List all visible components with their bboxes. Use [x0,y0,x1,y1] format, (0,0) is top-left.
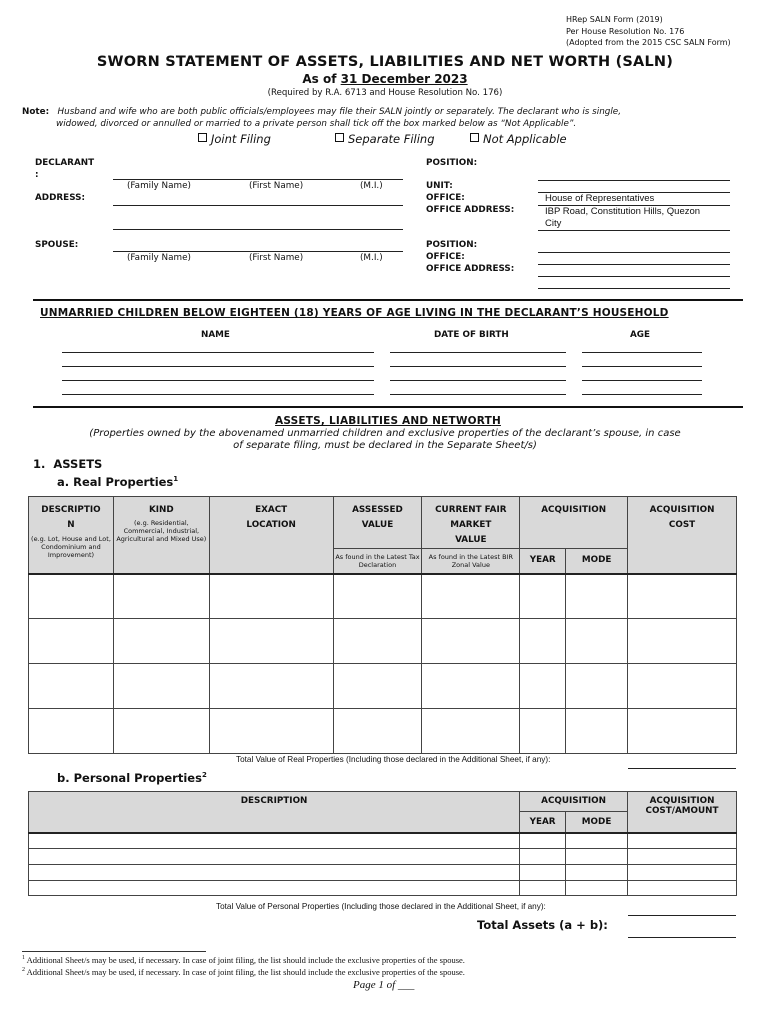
cell[interactable] [333,574,422,619]
declarant-label: DECLARANT [35,158,95,168]
spouse-position-line[interactable] [538,252,730,253]
assets-desc-line1: (Properties owned by the abovenamed unmarried children and exclusive properties of the declarant’s spouse, in case [89,428,681,439]
spouse-office-address-line-2[interactable] [538,288,730,289]
spouse-office-address-label: OFFICE ADDRESS: [426,264,515,274]
child-dob-line[interactable] [390,380,566,381]
cell[interactable] [628,865,737,881]
cell[interactable] [422,709,520,754]
real-properties-label: a. Real Properties [57,475,174,489]
cell[interactable] [628,664,737,709]
cell[interactable] [29,664,114,709]
real-properties-total-label: Total Value of Real Properties (Including those declared in the Additional Sheet, if any): [236,755,551,764]
table-row [29,849,737,865]
cell[interactable] [422,619,520,664]
spouse-first-caption: (First Name) [249,253,304,263]
note-line2: widowed, divorced or annulled or married to a private person shall tick off the box marked below as “Not Applicable”. [56,119,577,129]
form-reference-line1: HRep SALN Form (2019) [566,15,663,24]
child-age-line[interactable] [582,380,702,381]
footnote-1-number: 1 [22,955,25,962]
assets-heading: ASSETS, LIABILITIES AND NETWORTH [275,415,501,427]
col-description: DESCRIPTIO N (e.g. Lot, House and Lot, Condominium and Improvement) [29,497,114,574]
col-current-fair-market-value: CURRENT FAIR MARKET VALUE [422,497,520,549]
cell[interactable] [113,619,209,664]
cell[interactable] [566,833,628,849]
cell[interactable] [520,849,566,865]
col-mode: MODE [566,812,628,833]
not-applicable-label: Not Applicable [483,132,567,146]
footnote-2 [22,967,465,977]
child-dob-line[interactable] [390,394,566,395]
table-row [29,619,737,664]
address-label: ADDRESS: [35,193,85,203]
cell[interactable] [566,865,628,881]
cell[interactable] [209,619,333,664]
real-properties-total-field[interactable] [628,768,736,769]
total-assets-label: Total Assets (a + b): [477,918,608,932]
cell[interactable] [29,574,114,619]
as-of-prefix: As of [302,72,341,86]
cell[interactable] [566,849,628,865]
not-applicable-checkbox[interactable] [470,133,479,142]
cell[interactable] [628,709,737,754]
child-name-line[interactable] [62,352,374,353]
assets-label: ASSETS [53,457,103,471]
cell[interactable] [209,664,333,709]
footnote-1 [22,955,465,965]
form-reference [566,14,731,49]
section-divider-1 [33,299,743,301]
col-kind-note: (e.g. Residential, Commercial, Industrial, Agricultural and Mixed Use) [116,519,207,543]
table-row [29,881,737,896]
declarant-first-caption: (First Name) [249,181,304,191]
cell[interactable] [333,664,422,709]
assessed-value-note: As found in the Latest Tax Declaration [333,549,422,574]
office-label: OFFICE: [426,193,465,203]
assets-desc-line2: of separate filing, must be declared in the Separate Sheet/s) [233,440,537,451]
cell[interactable] [566,619,628,664]
table-row [29,709,737,754]
child-name-line[interactable] [62,366,374,367]
col-description-note: (e.g. Lot, House and Lot, Condominium and Improvement) [31,535,111,559]
children-col-age: AGE [630,330,651,340]
declarant-name-line[interactable] [113,179,403,180]
address-line-1[interactable] [113,205,403,206]
col-acquisition-cost: ACQUISITION COST [628,497,737,574]
spouse-office-address-line-1[interactable] [538,276,730,277]
spouse-name-line[interactable] [113,251,403,252]
unit-label: UNIT: [426,181,453,191]
spouse-label: SPOUSE: [35,240,79,250]
cell[interactable] [520,574,566,619]
section-divider-2 [33,406,743,408]
address-line-2[interactable] [113,229,403,230]
total-assets-field[interactable] [628,937,736,938]
children-col-name: NAME [201,330,230,340]
footnote-1-text: Additional Sheet/s may be used, if necessary. In case of joint filing, the list should include the exclusive properties of the spouse. [26,955,465,965]
cell[interactable] [29,709,114,754]
cell[interactable] [29,865,520,881]
cell[interactable] [113,664,209,709]
joint-filing-checkbox[interactable] [198,133,207,142]
declarant-colon: : [35,170,39,180]
cell[interactable] [29,849,520,865]
child-age-line[interactable] [582,352,702,353]
child-name-line[interactable] [62,394,374,395]
real-properties-footnote-ref: 1 [173,475,179,484]
col-acquisition: ACQUISITION [520,792,628,812]
cell[interactable] [520,619,566,664]
col-year: YEAR [520,812,566,833]
spouse-mi-caption: (M.I.) [360,253,383,263]
table-row [29,664,737,709]
personal-properties-heading [57,771,207,785]
spouse-family-caption: (Family Name) [127,253,191,263]
child-dob-line[interactable] [390,352,566,353]
office-value: House of Representatives [545,193,655,204]
child-age-line[interactable] [582,394,702,395]
assets-subheading [33,457,102,471]
page-number: Page 1 of ___ [353,979,415,991]
cell[interactable] [566,881,628,896]
col-description: DESCRIPTION [29,792,520,833]
cell[interactable] [628,833,737,849]
cell[interactable] [333,619,422,664]
table-row [29,833,737,849]
personal-properties-footnote-ref: 2 [201,771,207,780]
cell[interactable] [520,664,566,709]
cell[interactable] [628,849,737,865]
note-label: Note: [22,107,50,117]
real-properties-table [28,496,737,754]
position-line[interactable] [538,180,730,181]
cfmv-note: As found in the Latest BIR Zonal Value [422,549,520,574]
col-assessed-value: ASSESSED VALUE [333,497,422,549]
footnote-2-text: Additional Sheet/s may be used, if necessary. In case of joint filing, the list should include the exclusive properties of the spouse. [26,967,465,977]
cell[interactable] [520,709,566,754]
note-line1: Husband and wife who are both public officials/employees may file their SALN jointly or separately. The declarant who is single, [57,107,622,117]
child-dob-line[interactable] [390,366,566,367]
cell[interactable] [520,865,566,881]
office-address-value-1: IBP Road, Constitution Hills, Quezon [545,206,701,217]
office-address-line[interactable] [538,230,730,231]
cell[interactable] [113,574,209,619]
cell[interactable] [628,574,737,619]
col-acquisition-cost: ACQUISITION COST/AMOUNT [628,792,737,833]
children-col-dob: DATE OF BIRTH [434,330,509,340]
col-year: YEAR [520,549,566,574]
cell[interactable] [29,833,520,849]
col-mode: MODE [566,549,628,574]
cell[interactable] [29,881,520,896]
personal-properties-total-label: Total Value of Personal Properties (Including those declared in the Additional Sheet, if any): [216,902,546,911]
table-row [29,574,737,619]
joint-filing-option[interactable] [198,132,271,146]
real-properties-heading [57,475,178,489]
separate-filing-checkbox[interactable] [335,133,344,142]
footnote-separator [22,951,206,952]
as-of-date: 31 December 2023 [340,72,468,86]
cell[interactable] [29,619,114,664]
cell[interactable] [628,619,737,664]
personal-properties-total-field[interactable] [628,915,736,916]
child-name-line[interactable] [62,380,374,381]
office-address-value-2: City [545,218,562,229]
cell[interactable] [520,833,566,849]
spouse-office-line[interactable] [538,264,730,265]
form-title: SWORN STATEMENT OF ASSETS, LIABILITIES AND NET WORTH (SALN) [96,54,674,70]
required-by: (Required by R.A. 6713 and House Resolution No. 176) [267,88,503,98]
declarant-mi-caption: (M.I.) [360,181,383,191]
note [22,106,752,130]
cell[interactable] [566,709,628,754]
form-reference-line3: (Adopted from the 2015 CSC SALN Form) [566,38,731,47]
cell[interactable] [422,664,520,709]
cell[interactable] [566,574,628,619]
personal-properties-table [28,791,737,896]
cell[interactable] [209,574,333,619]
cell[interactable] [113,709,209,754]
joint-filing-label: Joint Filing [211,132,271,146]
col-acquisition: ACQUISITION [520,497,628,549]
spouse-position-label: POSITION: [426,240,478,250]
footnote-2-number: 2 [22,967,25,974]
cell[interactable] [209,709,333,754]
office-address-label: OFFICE ADDRESS: [426,205,515,215]
separate-filing-label: Separate Filing [348,132,435,146]
cell[interactable] [566,664,628,709]
not-applicable-option[interactable] [470,132,567,146]
spouse-office-label: OFFICE: [426,252,465,262]
position-label: POSITION: [426,158,478,168]
declarant-family-caption: (Family Name) [127,181,191,191]
table-row [29,865,737,881]
child-age-line[interactable] [582,366,702,367]
cell[interactable] [422,574,520,619]
col-exact-location: EXACT LOCATION [209,497,333,574]
children-heading: UNMARRIED CHILDREN BELOW EIGHTEEN (18) YEARS OF AGE LIVING IN THE DECLARANT’S HOUSEHOLD [40,307,669,319]
separate-filing-option[interactable] [335,132,435,146]
col-kind: KIND (e.g. Residential, Commercial, Industrial, Agricultural and Mixed Use) [113,497,209,574]
as-of [0,72,770,86]
cell[interactable] [333,709,422,754]
assets-number: 1. [33,457,46,471]
cell[interactable] [520,881,566,896]
personal-properties-label: b. Personal Properties [57,771,202,785]
form-reference-line2: Per House Resolution No. 176 [566,26,685,36]
cell[interactable] [628,881,737,896]
